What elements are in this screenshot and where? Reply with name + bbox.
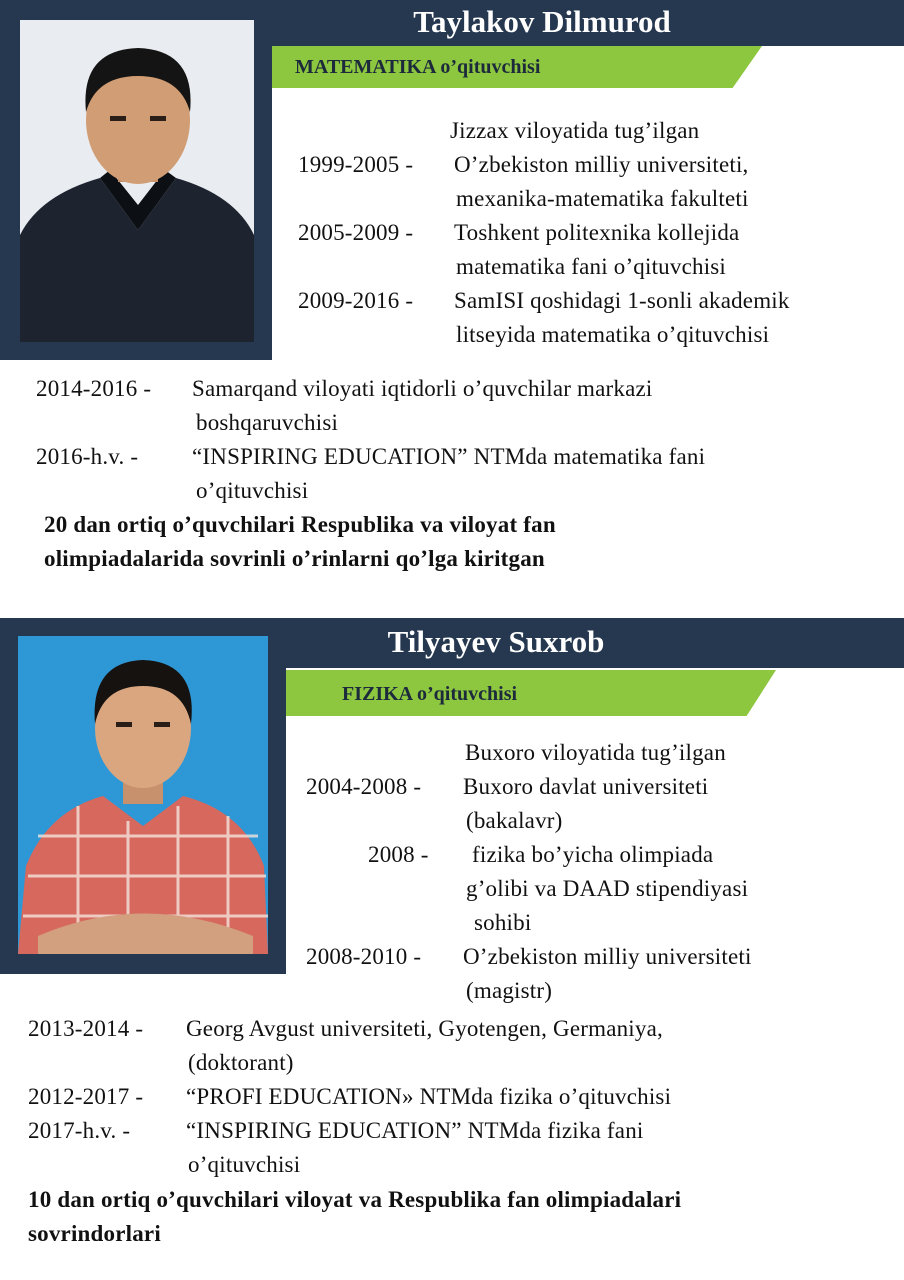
entry-line: o’qituvchisi — [196, 478, 309, 503]
achievement-text: olimpiadalarida sovrinli o’rinlarni qo’lga kiritgan — [44, 546, 545, 571]
entry-years: 2016-h.v. - — [36, 444, 139, 469]
entry-years: 2014-2016 - — [36, 376, 152, 401]
entry-line: fizika bo’yicha olimpiada — [472, 842, 714, 867]
entry-years: 2008 - — [368, 842, 429, 867]
entry-line: boshqaruvchisi — [196, 410, 339, 435]
entry-line: (doktorant) — [188, 1050, 294, 1075]
teacher-photo — [18, 636, 268, 954]
birthplace: Jizzax viloyatida tug’ilgan — [450, 118, 700, 143]
subject-label: MATEMATIKA o’qituvchisi — [295, 56, 541, 78]
birthplace: Buxoro viloyatida tug’ilgan — [465, 740, 726, 765]
entry-line: Samarqand viloyati iqtidorli o’quvchilar markazi — [192, 376, 653, 401]
entry-line: “INSPIRING EDUCATION” NTMda fizika fani — [186, 1118, 644, 1143]
portrait-image — [18, 636, 268, 954]
entry-line: O’zbekiston milliy universiteti, — [454, 152, 749, 177]
entry-line: o’qituvchisi — [188, 1152, 301, 1177]
teacher-name: Tilyayev Suxrob — [387, 624, 605, 659]
entry-years: 2005-2009 - — [298, 220, 414, 245]
teacher-name: Taylakov Dilmurod — [413, 4, 671, 39]
entry-line: Buxoro davlat universiteti — [463, 774, 709, 799]
entry-line: O’zbekiston milliy universiteti — [463, 944, 752, 969]
entry-line: litseyida matematika o’qituvchisi — [456, 322, 770, 347]
entry-years: 2017-h.v. - — [28, 1118, 131, 1143]
achievement-text: 20 dan ortiq o’quvchilari Respublika va viloyat fan — [44, 512, 556, 537]
entry-years: 2004-2008 - — [306, 774, 422, 799]
entry-line: (bakalavr) — [466, 808, 563, 833]
subject-label: FIZIKA o’qituvchisi — [342, 683, 518, 705]
entry-line: Toshkent politexnika kollejida — [454, 220, 740, 245]
teacher-photo — [20, 20, 254, 342]
entry-line: Georg Avgust universiteti, Gyotengen, Germaniya, — [186, 1016, 663, 1041]
entry-line: matematika fani o’qituvchisi — [456, 254, 727, 279]
entry-line: “PROFI EDUCATION» NTMda fizika o’qituvchisi — [186, 1084, 672, 1109]
portrait-image — [20, 20, 254, 342]
entry-line: g’olibi va DAAD stipendiyasi — [466, 876, 749, 901]
entry-years: 2009-2016 - — [298, 288, 414, 313]
entry-line: sohibi — [474, 910, 532, 935]
entry-years: 2013-2014 - — [28, 1016, 144, 1041]
entry-line: SamISI qoshidagi 1-sonli akademik — [454, 288, 790, 313]
achievement-text: 10 dan ortiq o’quvchilari viloyat va Respublika fan olimpiadalari — [28, 1187, 682, 1212]
entry-line: “INSPIRING EDUCATION” NTMda matematika fani — [192, 444, 706, 469]
entry-years: 2008-2010 - — [306, 944, 422, 969]
entry-line: (magistr) — [466, 978, 553, 1003]
entry-line: mexanika-matematika fakulteti — [456, 186, 749, 211]
entry-years: 2012-2017 - — [28, 1084, 144, 1109]
entry-years: 1999-2005 - — [298, 152, 414, 177]
achievement-text: sovrindorlari — [28, 1221, 161, 1246]
